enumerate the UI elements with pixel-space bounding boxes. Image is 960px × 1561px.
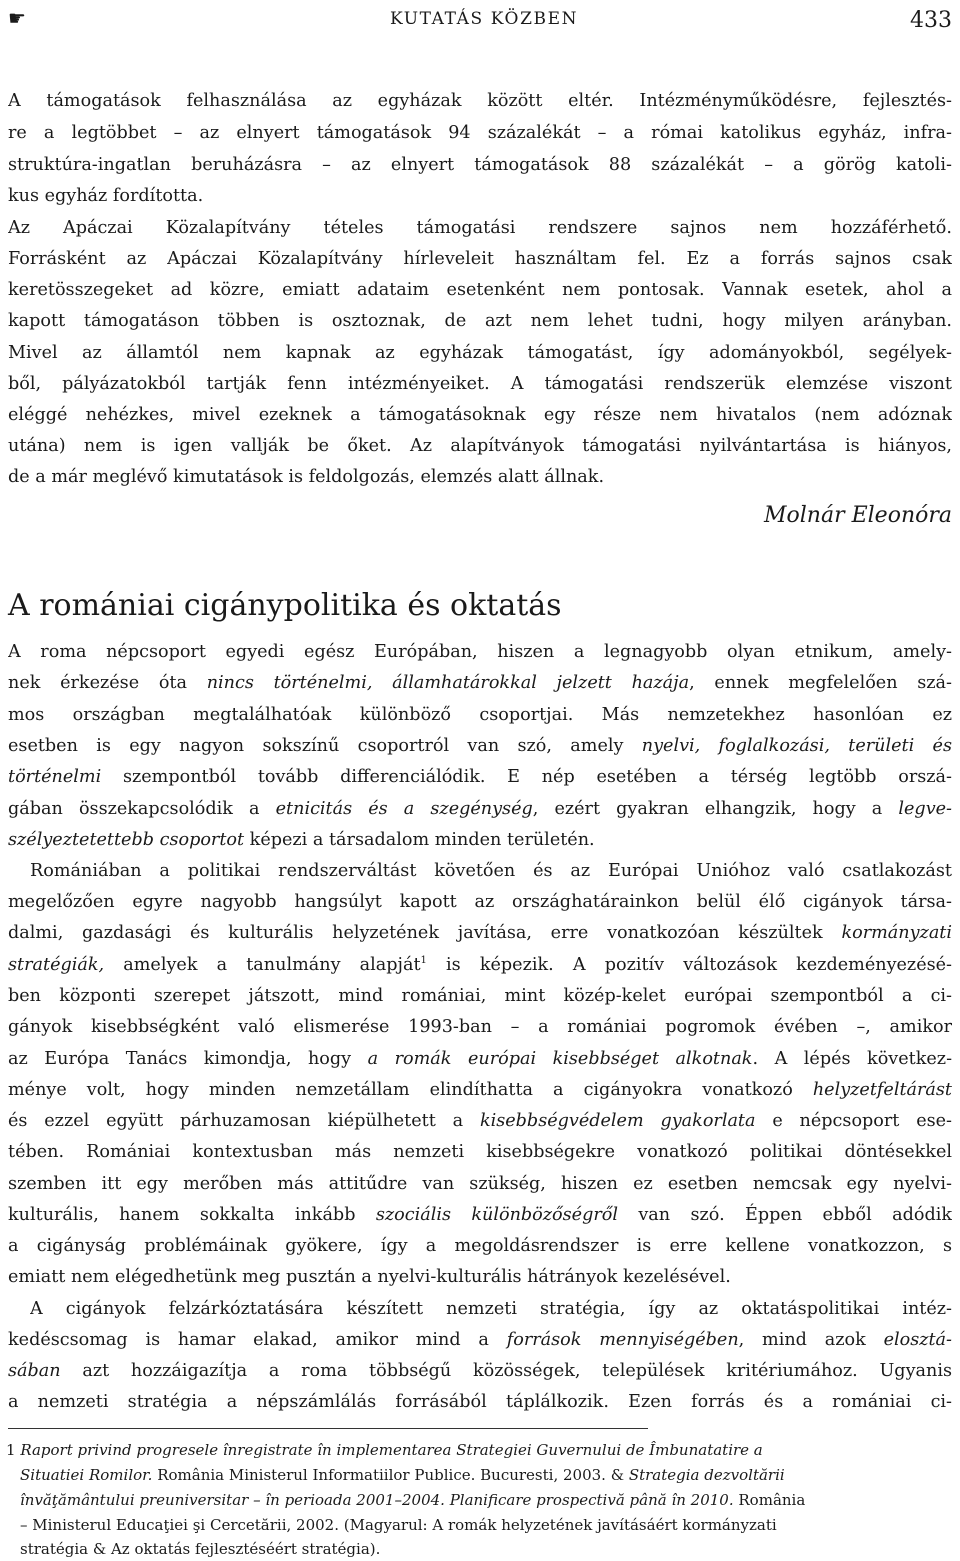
emphasis: stratégiák, (8, 955, 105, 975)
text-line: de a már meglévő kimutatások is feldolgozás, elemzés alatt állnak. (8, 467, 605, 487)
emphasis: kormányzati (841, 923, 952, 943)
emphasis: nyelvi, foglalkozási, területi és (641, 736, 952, 756)
emphasis: Strategia dezvoltării (628, 1466, 785, 1484)
emphasis: Raport privind progresele înregistrate în implementarea Strategiei Guvernului de Îmbunatatire a (20, 1441, 763, 1459)
text-line: Mivel az államtól nem kapnak az egyházak támogatást, így adományokból, segélyek- (8, 343, 952, 363)
text-line: struktúra-ingatlan beruházásra – az elnyert támogatások 88 százalékát – a görög katoli- (8, 155, 952, 175)
text-line: eléggé nehézkes, mivel ezeknek a támogatásoknak egy része nem hivatalos (nem adóznak (8, 405, 952, 425)
text-line: megelőzően egyre nagyobb hangsúlyt kapott az országhatárainkon belül élő cigányok társa- (8, 892, 952, 912)
footnote-line: 1 Raport privind progresele înregistrate în implementarea Strategiei Guvernului de Îmbunatatire a (6, 1441, 763, 1459)
emphasis: nincs történelmi, államhatárokkal jelzett hazája (206, 673, 690, 693)
footnote-line: învăţământului preuniversitar – în perioada 2001–2004. Planificare prospectivă până în 2010. România (20, 1491, 806, 1509)
text-line: mos országban megtalálhatóak különböző csoportjai. Más nemzetekhez hasonlóan ez (8, 705, 952, 725)
text-line: kapott támogatáson többen is osztoznak, de azt nem lehet tudni, hogy milyen arányban. (8, 311, 952, 331)
text-line: A támogatások felhasználása az egyházak között eltér. Intézményműködésre, fejlesztés- (8, 91, 952, 111)
page-header (0, 0, 960, 44)
text-line: kedéscsomag is hamar elakad, amikor mind a források mennyiségében, mind azok elosztá- (8, 1330, 952, 1350)
text-line: sában azt hozzáigazítja a roma többségű közösségek, települések kritériumához. Ugyanis (8, 1361, 952, 1381)
emphasis: kisebbségvédelem gyakorlata (479, 1111, 756, 1131)
text-line: szélyeztetettebb csoportot képezi a társadalom minden területén. (8, 830, 595, 850)
emphasis: învăţământului preuniversitar – în perioada 2001–2004. Planificare prospectivă până în 2010. (20, 1491, 734, 1509)
emphasis: szociális különbözőségről (375, 1205, 618, 1225)
emphasis: etnicitás és a szegénység (275, 799, 533, 819)
text-line: stratégiák, amelyek a tanulmány alapját$^1$ is képezik. A pozitív változások kezdeményezésé- (8, 955, 952, 975)
text-line: gányok kisebbségként való elismerése 1993-ban – a romániai pogromok évében –, amikor (8, 1017, 952, 1037)
emphasis: sában (8, 1361, 61, 1381)
footnote-line: – Ministerul Educaţiei şi Cercetării, 2002. (Magyarul: A romák helyzetének javításáért kormányzati (20, 1516, 777, 1534)
text-line: a cigányság problémáinak gyökere, így a megoldásrendszer is erre kellene vonatkozzon, s (8, 1236, 952, 1256)
text-line: gában összekapcsolódik a etnicitás és a szegénység, ezért gyakran elhangzik, hogy a legve- (8, 799, 952, 819)
text-line: re a legtöbbet – az elnyert támogatások 94 százalékát – a római katolikus egyház, infra- (8, 123, 952, 143)
emphasis: szélyeztetettebb csoportot (8, 830, 245, 850)
pointing-hand-icon: ☛ (8, 6, 26, 30)
text-line: tében. Romániai kontextusban más nemzeti kisebbségekre vonatkozó politikai döntésekkel (8, 1142, 952, 1162)
text-line: dalmi, gazdasági és kulturális helyzetének javítása, erre vonatkozóan készültek kormányzati (8, 923, 952, 943)
text-line: történelmi szempontból tovább differenciálódik. E nép esetében a térség legtöbb orszá- (8, 767, 952, 787)
footnote-line: Situatiei Romilor. România Ministerul Informatiilor Publice. Bucuresti, 2003. & Strategia dezvoltării (20, 1466, 785, 1484)
text-line: utána) nem is igen vallják be őket. Az alapítványok támogatási nyilvántartása is hiányos, (8, 436, 952, 456)
text-line: ben központi szerepet játszott, mind romániai, mint közép-kelet európai szempontból a ci- (8, 986, 952, 1006)
text-line: szemben itt egy merőben más attitűdre van szükség, hiszen ez esetben nemcsak egy nyelvi- (8, 1174, 952, 1194)
emphasis: Situatiei Romilor. (20, 1466, 153, 1484)
text-line: esetben is egy nagyon sokszínű csoportról van szó, amely nyelvi, foglalkozási, területi és (8, 736, 952, 756)
page-number: 433 (910, 8, 952, 33)
text-line: Forrásként az Apáczai Közalapítvány hírleveleit használtam fel. Ez a forrás sajnos csak (8, 249, 952, 269)
section-title: A romániai cigánypolitika és oktatás (8, 588, 562, 623)
emphasis: legve- (898, 799, 952, 819)
text-line: ménye volt, hogy minden nemzetállam elindíthatta a cigányokra vonatkozó helyzetfeltárást (8, 1080, 952, 1100)
text-line: a nemzeti stratégia a népszámlálás forrásából táplálkozik. Ezen forrás és a romániai ci- (8, 1392, 952, 1412)
emphasis: források mennyiségében (506, 1330, 739, 1350)
running-head: KUTATÁS KÖZBEN (390, 9, 579, 29)
emphasis: helyzetfeltárást (812, 1080, 952, 1100)
text-line: és ezzel együtt párhuzamosan kiépülhetett a kisebbségvédelem gyakorlata e népcsoport ese- (8, 1111, 952, 1131)
author-signature: Molnár Eleonóra (763, 503, 952, 528)
text-line: kulturális, hanem sokkalta inkább szociális különbözőségről van szó. Éppen ebből adódik (8, 1205, 952, 1225)
text-line: A roma népcsoport egyedi egész Európában, hiszen a legnagyobb olyan etnikum, amely- (8, 642, 952, 662)
text-line: Az Apáczai Közalapítvány tételes támogatási rendszere sajnos nem hozzáférhető. (8, 218, 952, 238)
emphasis: a romák európai kisebbséget alkotnak (367, 1049, 753, 1069)
text-line: ből, pályázatokból tartják fenn intézményeiket. A támogatási rendszerük elemzése viszont (8, 374, 952, 394)
emphasis: történelmi (8, 767, 102, 787)
text-line: Romániában a politikai rendszerváltást követően és az Európai Unióhoz való csatlakozást (30, 861, 952, 881)
text-line: A cigányok felzárkóztatására készített nemzeti stratégia, így az oktatáspolitikai intéz- (30, 1299, 952, 1319)
footnote-line: stratégia & Az oktatás fejlesztéséért stratégia). (20, 1540, 381, 1558)
emphasis: elosztá- (883, 1330, 952, 1350)
text-line: nek érkezése óta nincs történelmi, államhatárokkal jelzett hazája, ennek megfelelően szá- (8, 673, 952, 693)
text-line: keretösszegeket ad közre, emiatt adataim esetenként nem pontosak. Vannak esetek, ahol a (8, 280, 952, 300)
text-line: emiatt nem elégedhetünk meg pusztán a nyelvi-kulturális hátrányok kezelésével. (8, 1267, 731, 1287)
text-line: az Európa Tanács kimondja, hogy a romák európai kisebbséget alkotnak. A lépés következ- (8, 1049, 952, 1069)
footnote-divider (8, 1428, 648, 1429)
text-line: kus egyház fordította. (8, 186, 204, 206)
footnote-ref: 1 (420, 955, 427, 967)
